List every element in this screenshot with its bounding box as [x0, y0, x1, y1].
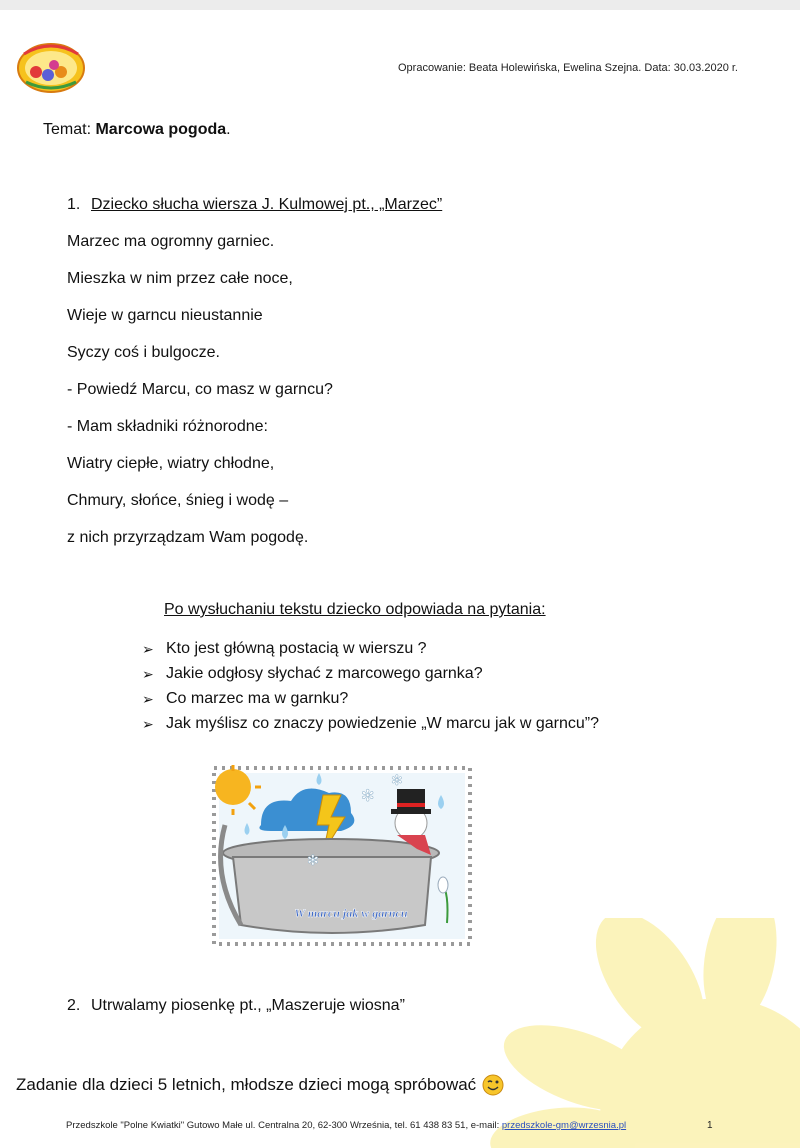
kindergarten-logo — [16, 38, 86, 96]
poem-line: Wieje w garncu nieustannie — [67, 307, 263, 324]
arrow-bullet-icon: ➢ — [142, 715, 154, 732]
question-item — [142, 661, 599, 686]
question-item — [142, 636, 599, 661]
poem-line: Chmury, słońce, śnieg i wodę – — [67, 492, 289, 509]
poem-line: Marzec ma ogromny garniec. — [67, 233, 275, 250]
author-date-line: Opracowanie: Beata Holewińska, Ewelina Szejna. Data: 30.03.2020 r. — [398, 62, 738, 74]
topic-label: Temat: — [43, 121, 92, 138]
arrow-bullet-icon: ➢ — [142, 640, 154, 657]
poem-line: - Powiedź Marcu, co masz w garncu? — [67, 381, 333, 398]
poem-line: Syczy coś i bulgocze. — [67, 344, 220, 361]
poem-line: - Mam składniki różnorodne: — [67, 418, 268, 435]
section-1-number: 1. — [67, 196, 81, 213]
question-item — [142, 686, 599, 711]
page-number: 1 — [707, 1120, 713, 1131]
question-item — [142, 711, 599, 736]
topic-title: Marcowa pogoda — [95, 121, 227, 138]
task-note — [16, 1074, 504, 1096]
footer-text: Przedszkole "Polne Kwiatki" Gutowo Małe ul. Centralna 20, 62-300 Września, tel. 61 438 83 51, e-mail: — [66, 1120, 502, 1131]
poem — [67, 232, 333, 565]
section-1-title: Dziecko słucha wiersza J. Kulmowej pt., „Marzec” — [91, 196, 443, 213]
poem-line: Mieszka w nim przez całe noce, — [67, 270, 293, 287]
questions-heading: Po wysłuchaniu tekstu dziecko odpowiada na pytania: — [164, 601, 546, 618]
sun-background-graphic — [470, 918, 800, 1148]
march-pot-illustration — [211, 765, 473, 947]
section-2-number: 2. — [67, 997, 81, 1014]
section-1-heading — [67, 196, 442, 214]
section-2-heading — [67, 997, 405, 1015]
top-bar — [0, 0, 800, 10]
footer-address — [66, 1120, 626, 1131]
poem-line: Wiatry ciepłe, wiatry chłodne, — [67, 455, 275, 472]
question-list — [142, 636, 599, 736]
poem-line: z nich przyrządzam Wam pogodę. — [67, 529, 309, 546]
svg-text:✻: ✻ — [391, 772, 403, 788]
svg-text:✻: ✻ — [307, 852, 319, 868]
illustration-caption: W marcu jak w garncu — [294, 906, 408, 920]
topic-line — [43, 121, 231, 139]
question-text: Kto jest główną postacią w wierszu ? — [166, 639, 427, 657]
question-text: Co marzec ma w garnku? — [166, 689, 349, 707]
question-text: Jak myślisz co znaczy powiedzenie „W marcu jak w garncu”? — [166, 714, 600, 732]
task-text: Zadanie dla dzieci 5 letnich, młodsze dzieci mogą spróbować — [16, 1075, 477, 1094]
footer-email-link[interactable]: przedszkole-gm@wrzesnia.pl — [501, 1120, 627, 1131]
question-text: Jakie odgłosy słychać z marcowego garnka? — [166, 664, 483, 682]
arrow-bullet-icon: ➢ — [142, 665, 154, 682]
section-2-title: Utrwalamy piosenkę pt., „Maszeruje wiosna” — [91, 997, 405, 1014]
winking-smiley-icon — [482, 1074, 504, 1096]
arrow-bullet-icon: ➢ — [142, 690, 154, 707]
svg-text:✻: ✻ — [361, 788, 375, 805]
topic-period: . — [226, 121, 231, 138]
